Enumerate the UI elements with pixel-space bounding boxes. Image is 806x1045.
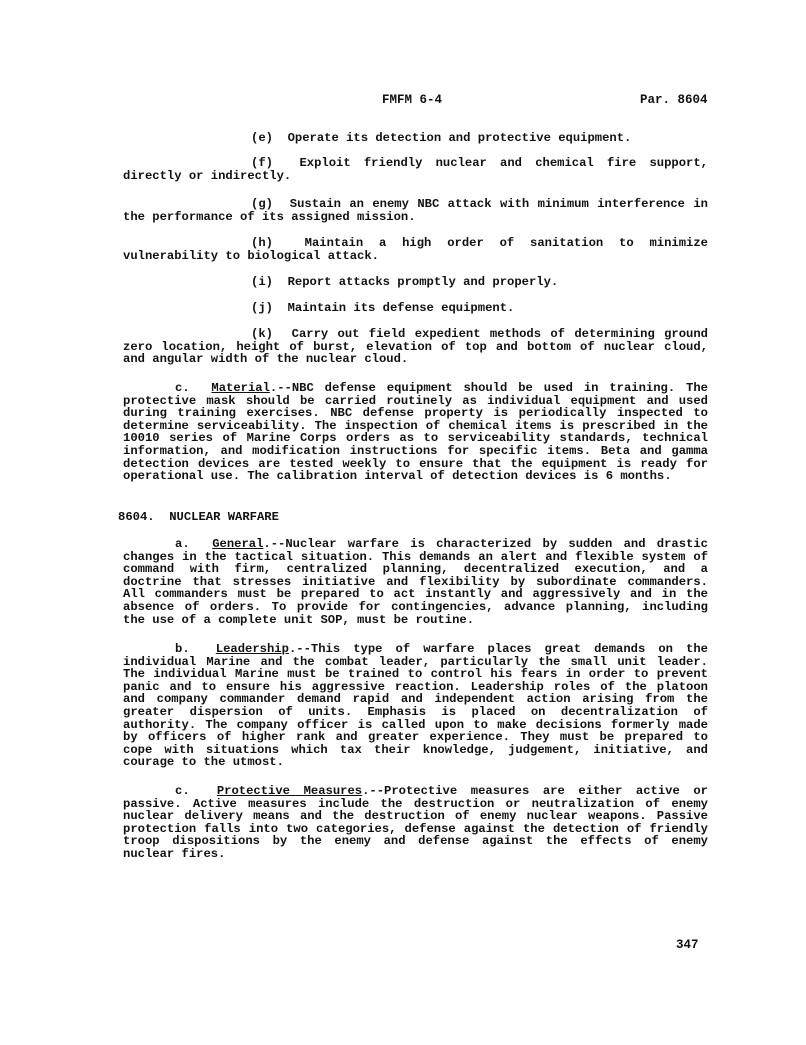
list-item-label: (e) bbox=[251, 131, 273, 145]
list-item bbox=[123, 276, 708, 289]
paragraph-label: c. bbox=[175, 381, 190, 395]
list-item-label: (i) bbox=[251, 275, 273, 289]
protective-measures-paragraph bbox=[123, 785, 708, 861]
list-item-label: (g) bbox=[251, 197, 273, 211]
list-item-text: Report attacks promptly and properly. bbox=[287, 275, 559, 289]
general-paragraph bbox=[123, 538, 708, 626]
paragraph-ref: Par. 8604 bbox=[640, 93, 708, 107]
section-number: 8604. bbox=[118, 510, 155, 524]
paragraph-label: a. bbox=[175, 537, 190, 551]
paragraph-title: General bbox=[212, 537, 264, 551]
leadership-paragraph bbox=[123, 643, 708, 769]
paragraph-label: b. bbox=[175, 642, 190, 656]
material-paragraph bbox=[123, 382, 708, 483]
paragraph-title: Protective Measures bbox=[216, 784, 363, 798]
list-item-text: Maintain its defense equipment. bbox=[287, 301, 515, 315]
document-id: FMFM 6-4 bbox=[382, 93, 443, 107]
list-item bbox=[123, 237, 708, 262]
list-item-label: (h) bbox=[251, 236, 273, 250]
list-item bbox=[123, 302, 708, 315]
paragraph-text: .--This type of warfare places great demands on the individual Marine and the combat leader, particularly the small unit leader. The individual Marine must be trained to control his fears in order to prevent panic and to ensure his aggressive reaction. Leadership roles of the platoon and company commander demand rapid and independent action arising from the greater dispersion of units. Emphasis is placed on decentralization of authority. The company officer is called upon to make decisions formerly made by officers of higher rank and greater experience. They must be prepared to cope with situations which tax their knowledge, judgement, initiative, and courage to the utmost. bbox=[123, 642, 708, 770]
paragraph-title: Leadership bbox=[215, 642, 289, 656]
list-item bbox=[123, 132, 708, 145]
section-heading bbox=[118, 510, 279, 524]
section-title: NUCLEAR WARFARE bbox=[169, 510, 279, 524]
paragraph-title: Material bbox=[211, 381, 270, 395]
paragraph-label: c. bbox=[175, 784, 190, 798]
list-item bbox=[123, 157, 708, 182]
list-item bbox=[123, 198, 708, 223]
list-item-label: (k) bbox=[251, 327, 273, 341]
list-item-label: (j) bbox=[251, 301, 273, 315]
paragraph-text: .--Protective measures are either active or passive. Active measures include the destruction or neutralization of enemy nuclear delivery means and the destruction of enemy nuclear weapons. Passive protection falls into two categories, defense against the detection of friendly troop dispositions by the enemy and defense against the effects of enemy nuclear fires. bbox=[123, 784, 708, 861]
list-item bbox=[123, 328, 708, 366]
list-item-text: Operate its detection and protective equipment. bbox=[287, 131, 632, 145]
list-item-text: Exploit friendly nuclear and chemical fire support, directly or indirectly. bbox=[123, 156, 708, 183]
list-item-text: Sustain an enemy NBC attack with minimum interference in the performance of its assigned mission. bbox=[123, 197, 708, 224]
page-number: 347 bbox=[676, 938, 699, 952]
paragraph-text: .--NBC defense equipment should be used in training. The protective mask should be carried routinely as individual equipment and used during training exercises. NBC defense property is periodically inspected to determine serviceability. The inspection of chemical items is prescribed in the 10010 series of Marine Corps orders as to serviceability standards, technical information, and modification instructions for specific items. Beta and gamma detection devices are tested weekly to ensure that the equipment is ready for operational use. The calibration interval of detection devices is 6 months. bbox=[123, 381, 708, 484]
paragraph-text: .--Nuclear warfare is characterized by sudden and drastic changes in the tactical situation. This demands an alert and flexible system of command with firm, centralized planning, decentralized execution, and a doctrine that stresses initiative and flexibility by subordinate commanders. All commanders must be prepared to act instantly and aggressively and in the absence of orders. To provide for contingencies, advance planning, including the use of a complete unit SOP, must be routine. bbox=[123, 537, 708, 627]
list-item-text: Carry out field expedient methods of determining ground zero location, height of burst, elevation of top and bottom of nuclear cloud, and angular width of the nuclear cloud. bbox=[123, 327, 708, 367]
list-item-text: Maintain a high order of sanitation to minimize vulnerability to biological attack. bbox=[123, 236, 708, 263]
list-item-label: (f) bbox=[251, 156, 273, 170]
